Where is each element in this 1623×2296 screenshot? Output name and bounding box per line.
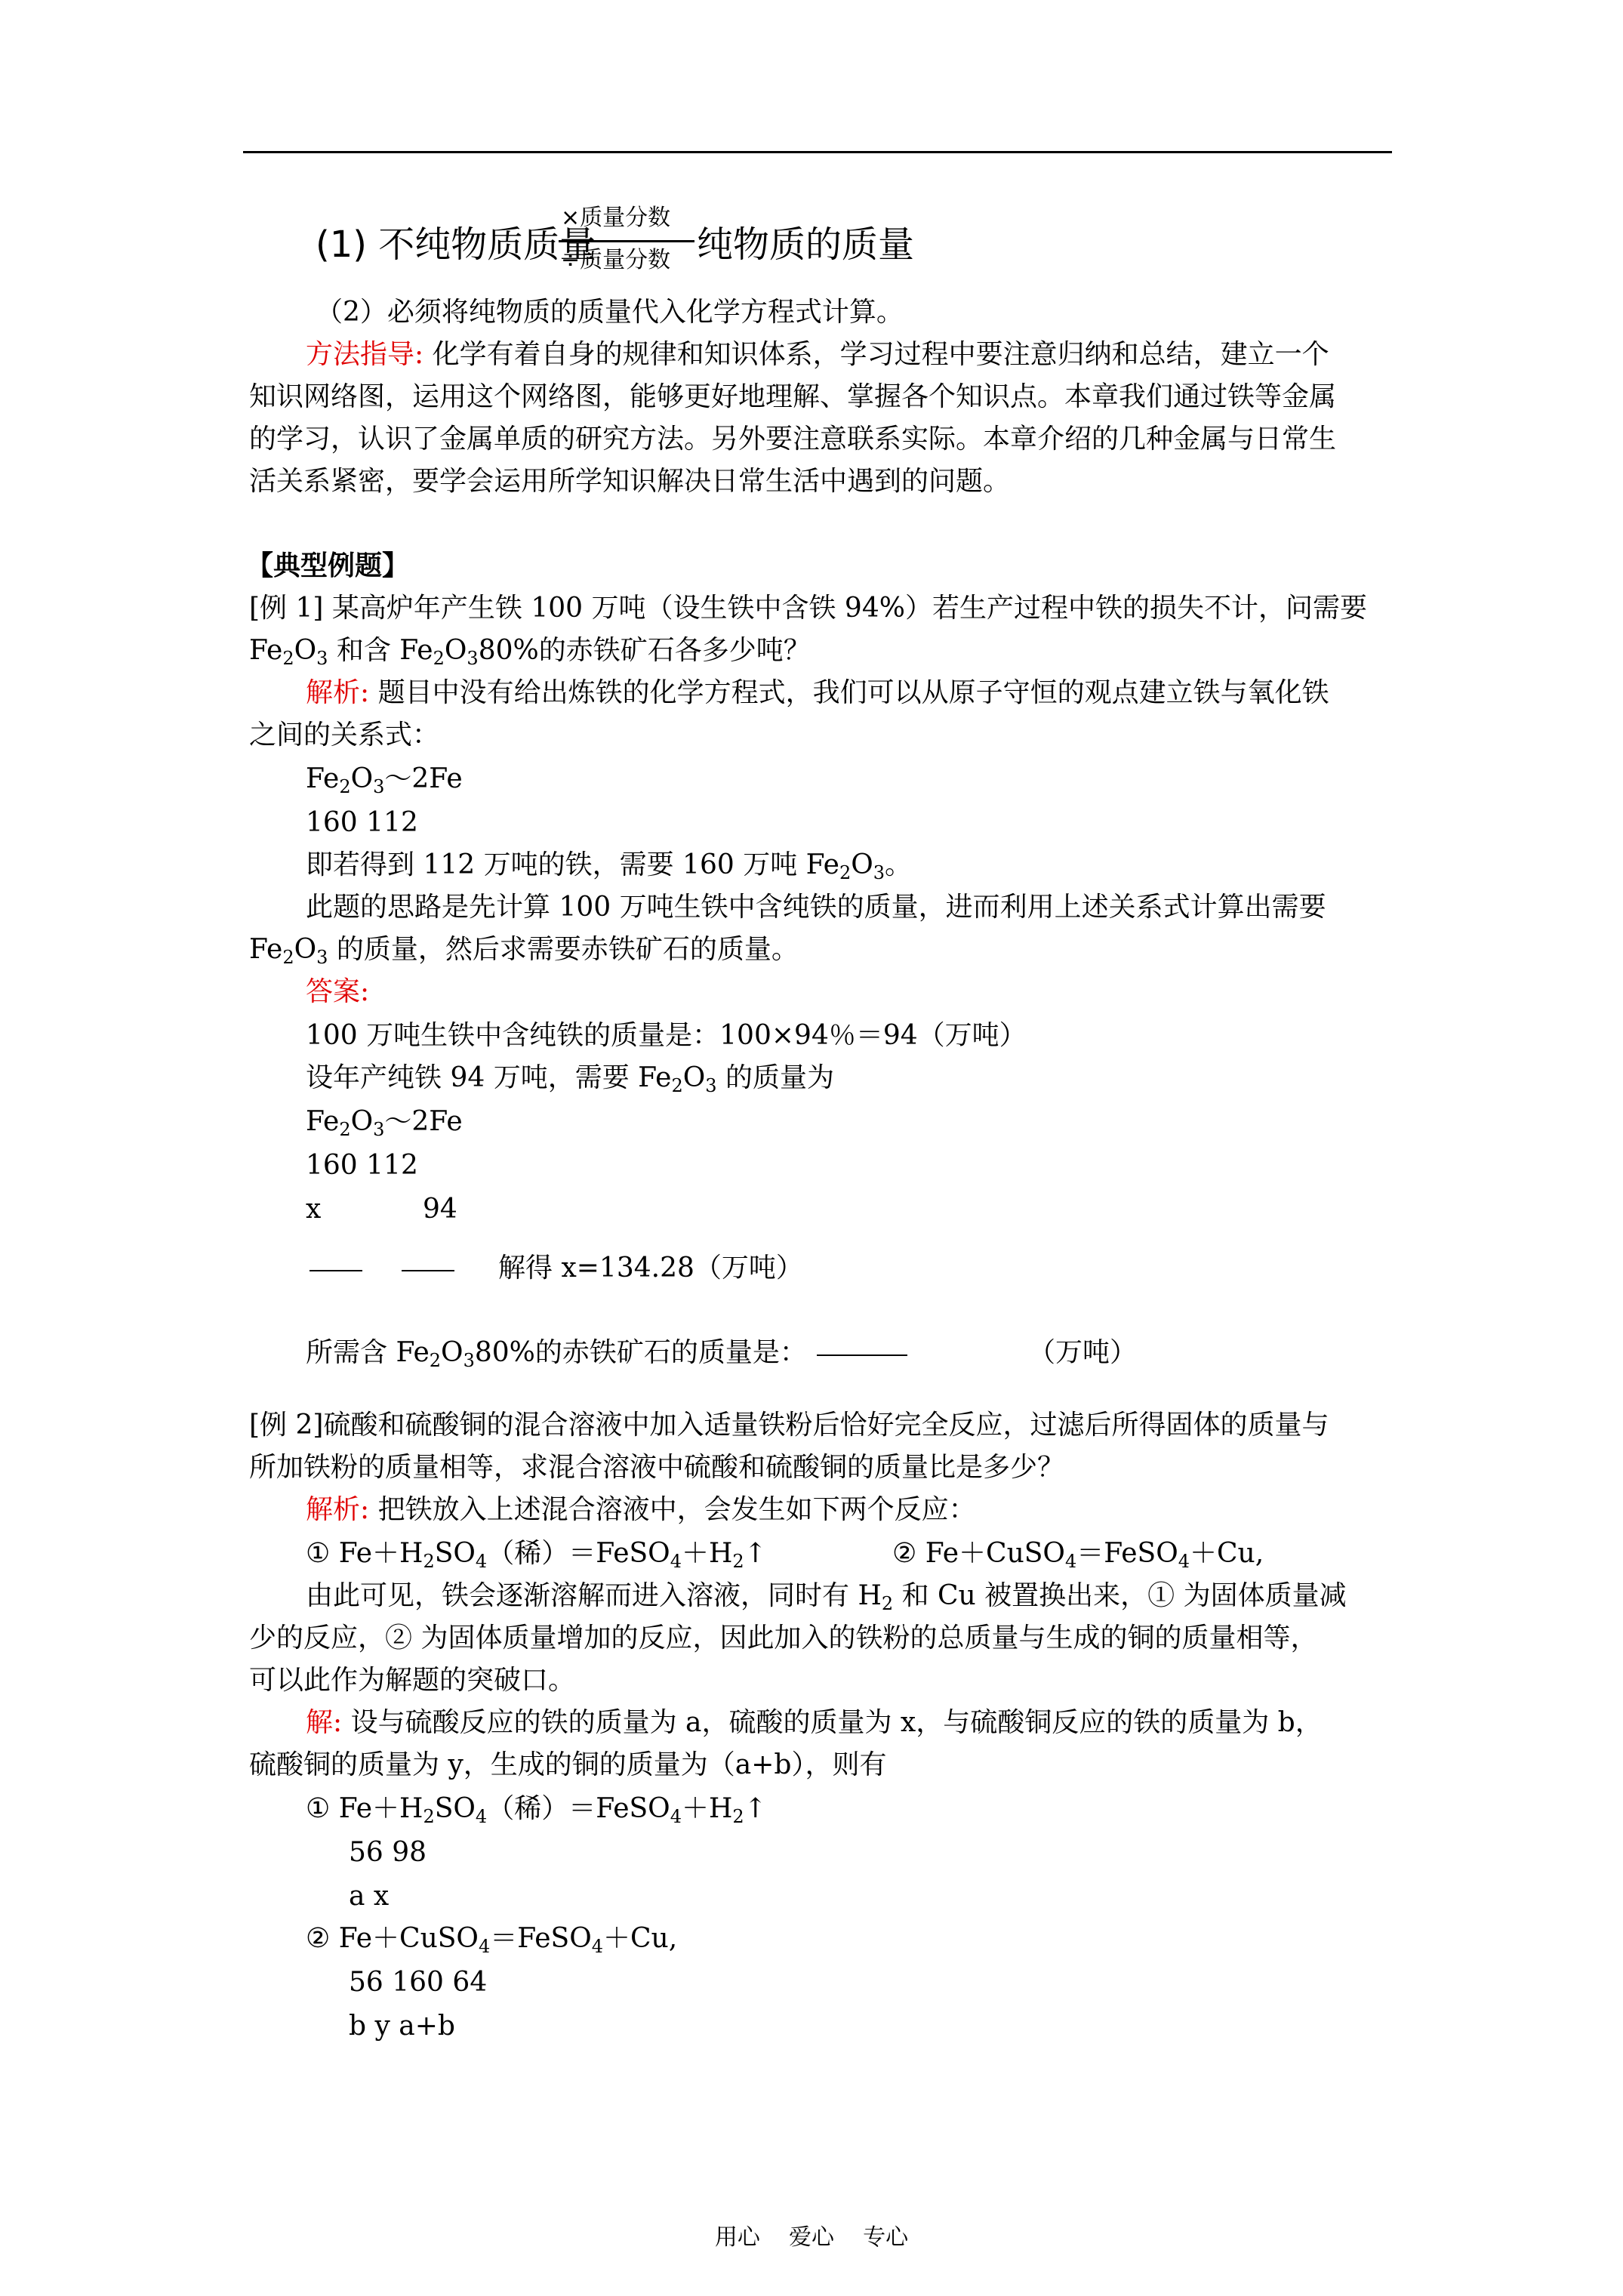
analysis2-label: 解析:: [306, 1494, 370, 1525]
formula-suffix: 纯物质的质量: [697, 223, 915, 266]
example-2-line-2: 所加铁粉的质量相等，求混合溶液中硫酸和硫酸铜的质量比是多少？: [249, 1452, 1065, 1483]
solution-2-numbers: 56 160 64: [349, 1967, 488, 1998]
solve-result: 解得 x=134.28（万吨）: [498, 1253, 803, 1284]
need-unit: （万吨）: [1028, 1337, 1138, 1368]
solution-reaction-1: ① $Fe+H_2SO_4$（稀）$=FeSO_4+H_2↑$: [306, 1793, 767, 1827]
answer-label: 答案:: [306, 976, 370, 1007]
relation-numbers: 160 112: [306, 807, 418, 838]
solution-line-1: 解: 设与硫酸反应的铁的质量为 a，硫酸的质量为 x，与硫酸铜反应的铁的质量为 b，: [306, 1707, 1323, 1738]
reaction-2: ② Fe＋CuSO$_4$＝FeSO$_4$＋Cu,: [892, 1538, 1264, 1572]
solution-1-vars: a x: [349, 1881, 390, 1912]
answer-numbers-1: 160 112: [306, 1150, 418, 1181]
solution-2-vars: b y a+b: [349, 2011, 455, 2042]
method-line-1: 方法指导: 化学有着自身的规律和知识体系，学习过程中要注意归纳和总结，建立一个: [306, 339, 1329, 370]
analysis-line-1: 解析: 题目中没有给出炼铁的化学方程式，我们可以从原子守恒的观点建立铁与氧化铁: [306, 677, 1329, 708]
fraction-blank-2: [402, 1270, 454, 1271]
reaction-1: ① $Fe+H_2SO_4$（稀）$=FeSO_4+H_2↑$: [306, 1538, 767, 1572]
fraction-blank-1: [310, 1270, 362, 1271]
example-2-line-1: [例 2]硫酸和硫酸铜的混合溶液中加入适量铁粉后恰好完全反应，过滤后所得固体的质量与: [249, 1410, 1329, 1441]
formula-prefix: (1) 不纯物质质量: [316, 223, 596, 266]
analysis-line-2: 之间的关系式：: [249, 720, 440, 750]
formula-arrow-bottom: ÷质量分数: [561, 247, 671, 273]
point-2: （2）必须将纯物质的质量代入化学方程式计算。: [316, 297, 904, 328]
page-footer: 用心 爱心 专心: [714, 2224, 909, 2251]
answer-var-94: 94: [423, 1194, 457, 1225]
ie-line: 即若得到 112 万吨的铁，需要 160 万吨 $Fe_2O_3$。: [306, 849, 913, 883]
method-label: 方法指导:: [306, 339, 424, 370]
method-line-3: 的学习，认识了金属单质的研究方法。另外要注意联系实际。本章介绍的几种金属与日常生: [249, 424, 1337, 455]
answer-line-2: 设年产纯铁 94 万吨，需要 $Fe_2O_3$ 的质量为: [306, 1062, 834, 1096]
answer-line-1: 100 万吨生铁中含纯铁的质量是：100×94％＝94（万吨）: [306, 1020, 1027, 1051]
formula-impure-to-pure: [316, 202, 915, 285]
solution-1-numbers: 56 98: [349, 1837, 427, 1868]
idea-line-1: 此题的思路是先计算 100 万吨生铁中含纯铁的质量，进而利用上述关系式计算出需要: [306, 892, 1326, 923]
so-line-3: 可以此作为解题的突破口。: [249, 1665, 576, 1696]
so-line-1: 由此可见，铁会逐渐溶解而进入溶液，同时有 $H_2$ 和 Cu 被置换出来，① 为固体质量减: [306, 1580, 1347, 1614]
so-line-2: 少的反应，② 为固体质量增加的反应，因此加入的铁粉的总质量与生成的铜的质量相等，: [249, 1623, 1318, 1653]
formula-arrow-top: ×质量分数: [561, 205, 671, 231]
formula-arrow-line: [559, 240, 694, 242]
analysis2-line: 解析: 把铁放入上述混合溶液中，会发生如下两个反应：: [306, 1494, 976, 1525]
method-line-2: 知识网络图，运用这个网络图，能够更好地理解、掌握各个知识点。本章我们通过铁等金属: [249, 381, 1337, 412]
analysis-label: 解析:: [306, 677, 370, 708]
example-1-line-1: [例 1] 某高炉年产生铁 100 万吨（设生铁中含铁 94%）若生产过程中铁的损失不计，问需要: [249, 593, 1367, 624]
header-rule: [243, 151, 1392, 153]
answer-relation: $Fe_2O_3\sim 2Fe$: [306, 1106, 463, 1140]
solution-label: 解:: [306, 1707, 343, 1738]
relation-formula: $Fe_2O_3\sim 2Fe$: [306, 763, 463, 797]
idea-line-2: $Fe_2O_3$ 的质量，然后求需要赤铁矿石的质量。: [249, 934, 799, 968]
solution-reaction-2: ② Fe＋CuSO$_4$＝FeSO$_4$＋Cu,: [306, 1923, 678, 1957]
answer-var-x: x: [306, 1194, 322, 1225]
example-1-line-2: $Fe_2O_3$ 和含 $Fe_2O_380\%$的赤铁矿石各多少吨？: [249, 635, 811, 669]
fraction-blank-3: [817, 1354, 907, 1356]
method-line-4: 活关系紧密，要学会运用所学知识解决日常生活中遇到的问题。: [249, 466, 1011, 497]
solution-line-2: 硫酸铜的质量为 y，生成的铜的质量为（a+b），则有: [249, 1749, 887, 1780]
section-title: 【典型例题】: [246, 550, 410, 581]
need-line: 所需含 $Fe_2O_380\%$的赤铁矿石的质量是：: [306, 1337, 807, 1371]
